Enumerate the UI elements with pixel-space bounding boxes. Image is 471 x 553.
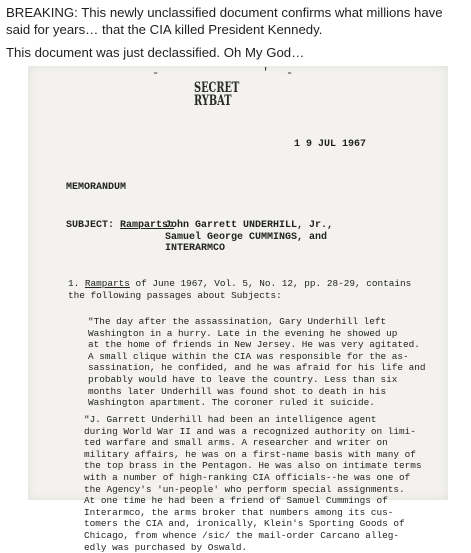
subject-ramparts: Ramparts:	[120, 220, 175, 231]
declassified-document-image[interactable]	[28, 66, 448, 553]
paragraph-1-number: 1.	[68, 278, 85, 289]
classification-stamp-line-1: SECRET	[194, 80, 240, 96]
paragraph-1-text: of June 1967, Vol. 5, No. 12, pp. 28-29, contains the following passages about Subjects:	[68, 278, 412, 301]
document-mark-dash-left: -	[152, 66, 160, 80]
subject-text: John Garrett UNDERHILL, Jr., Samuel George CUMMINGS, and INTERARMCO	[165, 220, 334, 254]
classification-stamp-line-2: RYBAT	[194, 93, 232, 109]
memorandum-heading: MEMORANDUM	[66, 182, 127, 193]
subject-label-text: SUBJECT:	[66, 220, 115, 231]
paragraph-1	[68, 278, 418, 301]
quote-2: "J. Garrett Underhill had been an intelligence agent during World War II and was a recognized authority on limi- ted warfare and small arms. A researcher and writer on military affairs, he was on a first-name basis with many of the top brass in the Pentagon. He was also on intimate terms with a number of high-ranking CIA officials--he was one of the Agency's 'un-people' who perform special assignments. At one time he had been a friend of Samuel Cummings of Interarmco, the arms broker that numbers among its cus- tomers the CIA and, ironically, Klein's Sporting Goods of Chicago, from whence /sic/ the mail-order Carcano alleg- edly was purchased by Oswald.	[84, 414, 422, 553]
post-caption-line-2: This document was just declassified. Oh My God…	[6, 45, 305, 60]
document-date: 1 9 JUL 1967	[294, 139, 367, 150]
subject-label	[66, 220, 174, 231]
classification-stamp	[194, 82, 239, 108]
post-caption-line-1: BREAKING: This newly unclassified document confirms what millions have said for years… that the CIA killed President Kennedy.	[6, 5, 443, 37]
post-header	[0, 0, 471, 62]
document-mark-dash-right: -	[286, 66, 294, 80]
quote-1: "The day after the assassination, Gary Underhill left Washington in a hurry. Late in the evening he showed up at the home of friends in New Jersey. He was very agitated. A small clique within the CIA was responsible for the as- sassination, he confided, and he was afraid for his life and probably would have to leave the country. Less than six months later Underhill was found shot to death in his Washington apartment. The coroner ruled it suicide.	[88, 316, 426, 409]
document-mark-tick: '	[262, 66, 270, 80]
paragraph-1-ramparts: Ramparts	[84, 278, 130, 289]
